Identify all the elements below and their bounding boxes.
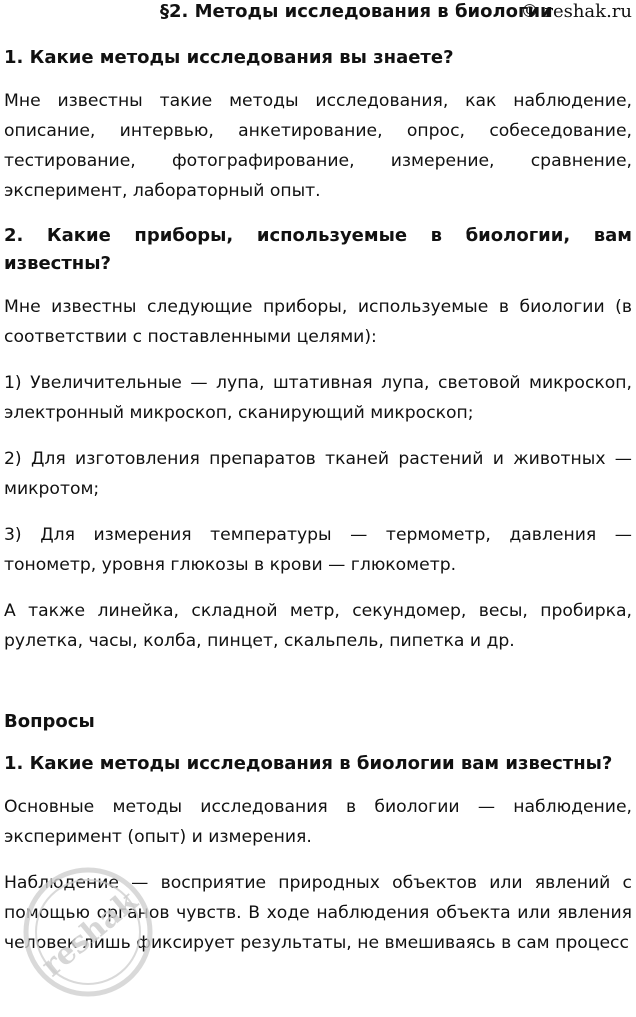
- questions-section-title: Вопросы: [4, 711, 95, 732]
- question-2-item-3: 3) Для измерения температуры — термометр, давления — тонометр, уровня глюкозы в крови — глюкометр.: [4, 525, 632, 575]
- page-title: §2. Методы исследования в биологии: [160, 1, 553, 22]
- question-2-item-2: 2) Для изготовления препаратов тканей растений и животных — микротом;: [4, 449, 632, 499]
- page-header: [0, 0, 636, 28]
- question-1-answer: Мне известны такие методы исследования, как наблюдение, описание, интервью, анкетирование, опрос, собеседование, тестирование, фотографирование, измерение, сравнение, эксперимент, лабораторный опыт.: [4, 91, 632, 201]
- svg-text:reshak: reshak: [34, 883, 145, 984]
- questions-q1-heading: 1. Какие методы исследования в биологии вам известны?: [4, 753, 613, 774]
- site-watermark: © reshak.ru: [520, 1, 632, 22]
- question-2-extra: А также линейка, складной метр, секундомер, весы, пробирка, рулетка, часы, колба, пинцет, скальпель, пипетка и др.: [4, 601, 632, 651]
- question-1-heading: 1. Какие методы исследования вы знаете?: [4, 47, 454, 68]
- question-2-intro: Мне известны следующие приборы, используемые в биологии (в соответствии с поставленными целями):: [4, 297, 632, 347]
- question-2-item-1: 1) Увеличительные — лупа, штативная лупа, световой микроскоп, электронный микроскоп, сканирующий микроскоп;: [4, 373, 632, 423]
- questions-q1-answer: Основные методы исследования в биологии — наблюдение, эксперимент (опыт) и измерения.: [4, 797, 632, 847]
- questions-q1-detail: Наблюдение — восприятие природных объектов или явлений с помощью органов чувств. В ходе наблюдения объекта или явления человек лишь фиксирует результаты, не вмешиваясь в сам процесс: [4, 873, 632, 953]
- document-body: [4, 44, 632, 974]
- questions-section: [4, 708, 632, 958]
- question-2-heading: 2. Какие приборы, используемые в биологии, вам известны?: [4, 225, 632, 274]
